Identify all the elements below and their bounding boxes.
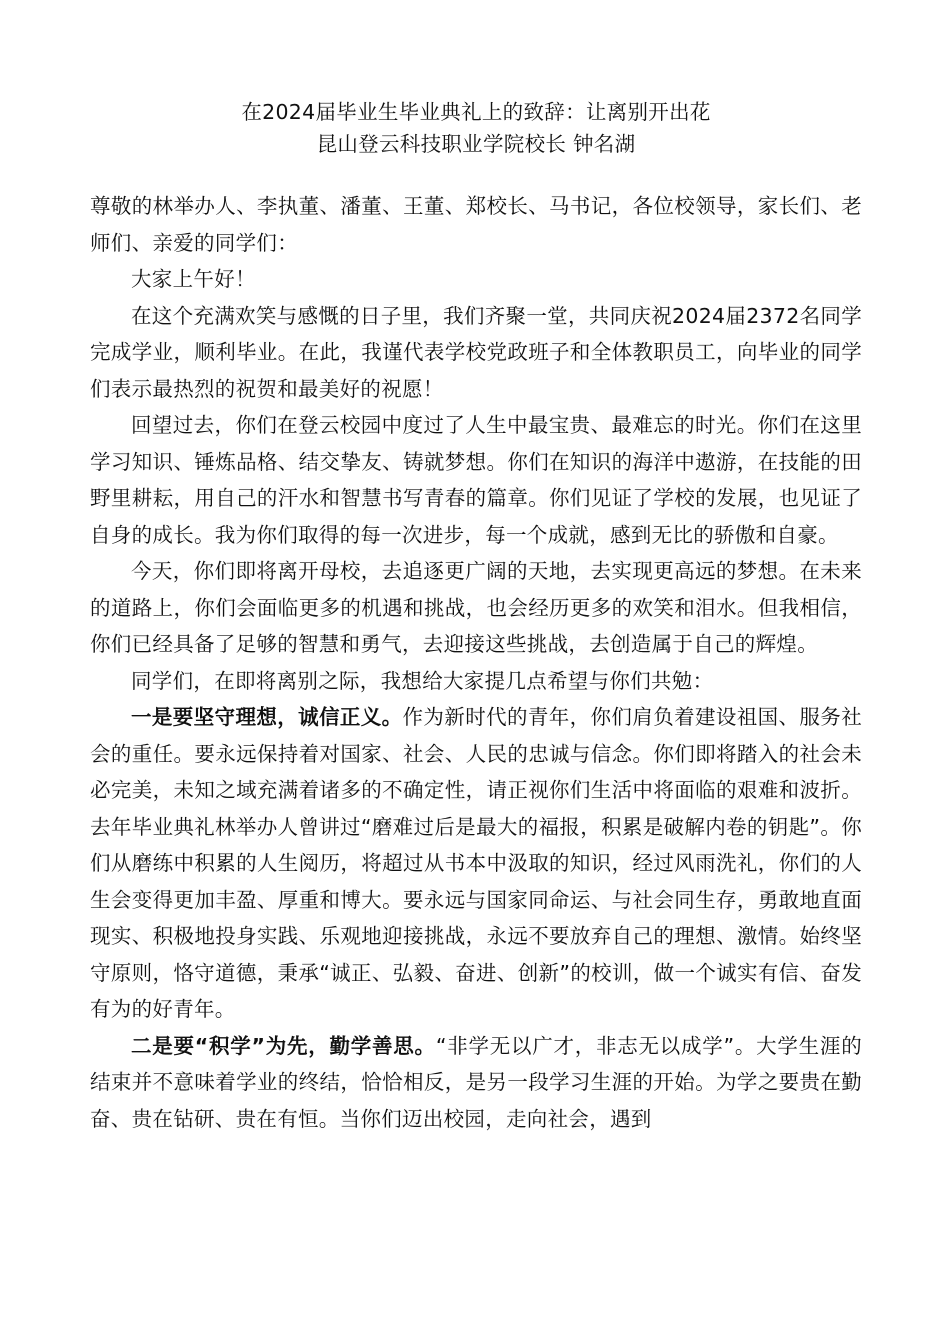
- hope-one-body: 作为新时代的青年，你们肩负着建设祖国、服务社会的重任。要永远保持着对国家、社会、人民的忠诚与信念。你们即将踏入的社会未必完美，未知之域充满着诸多的不确定性，请正视你们生活中将面临的艰难和波折。去年毕业典礼林举办人曾讲过“磨难过后是最大的福报，积累是破解内卷的钥匙”。你们从磨练中积累的人生阅历，将超过从书本中汲取的知识，经过风雨洗礼，你们的人生会变得更加丰盈、厚重和博大。要永远与国家同命运、与社会同生存，勇敢地直面现实、积极地投身实践、乐观地迎接挑战，永远不要放弃自己的理想、激情。始终坚守原则，恪守道德，秉承“诚正、弘毅、奋进、创新”的校训，做一个诚实有信、奋发有为的好青年。: [90, 705, 862, 1021]
- document-page: [90, 96, 862, 1137]
- paragraph-hopes-intro: 同学们，在即将离别之际，我想给大家提几点希望与你们共勉：: [131, 668, 714, 693]
- paragraph-hope-one: [90, 699, 862, 1028]
- greeting: 大家上午好！: [131, 267, 256, 291]
- salutation: 尊敬的林举办人、李执董、潘董、王董、郑校长、马书记，各位校领导，家长们、老师们、亲爱的同学们：: [90, 194, 862, 255]
- hope-two-heading: 二是要“积学”为先，勤学善思。: [131, 1033, 436, 1058]
- document-title: 在2024届毕业生毕业典礼上的致辞：让离别开出花: [241, 100, 711, 124]
- hope-one-heading: 一是要坚守理想，诚信正义。: [131, 705, 403, 729]
- paragraph-hope-two: [90, 1028, 862, 1138]
- hope-two-body: “非学无以广才，非志无以成学”。大学生涯的结束并不意味着学业的终结，恰恰相反，是另一段学习生涯的开始。为学之要贵在勤奋、贵在钻研、贵在有恒。当你们迈出校园，走向社会，遇到: [90, 1033, 862, 1131]
- document-subtitle: 昆山登云科技职业学院校长 钟名湖: [316, 132, 636, 156]
- paragraph-today: 今天，你们即将离开母校，去追逐更广阔的天地，去实现更高远的梦想。在未来的道路上，你们会面临更多的机遇和挑战，也会经历更多的欢笑和泪水。但我相信，你们已经具备了足够的智慧和勇气，去迎接这些挑战，去创造属于自己的辉煌。: [90, 559, 862, 656]
- paragraph-look-back: 回望过去，你们在登云校园中度过了人生中最宝贵、最难忘的时光。你们在这里学习知识、锤炼品格、结交挚友、铸就梦想。你们在知识的海洋中遨游，在技能的田野里耕耘，用自己的汗水和智慧书写青春的篇章。你们见证了学校的发展，也见证了自身的成长。我为你们取得的每一次进步，每一个成就，感到无比的骄傲和自豪。: [90, 413, 862, 547]
- paragraph-celebration: 在这个充满欢笑与感慨的日子里，我们齐聚一堂，共同庆祝2024届2372名同学完成学业，顺利毕业。在此，我谨代表学校党政班子和全体教职员工，向毕业的同学们表示最热烈的祝贺和最美好的祝愿！: [90, 303, 862, 401]
